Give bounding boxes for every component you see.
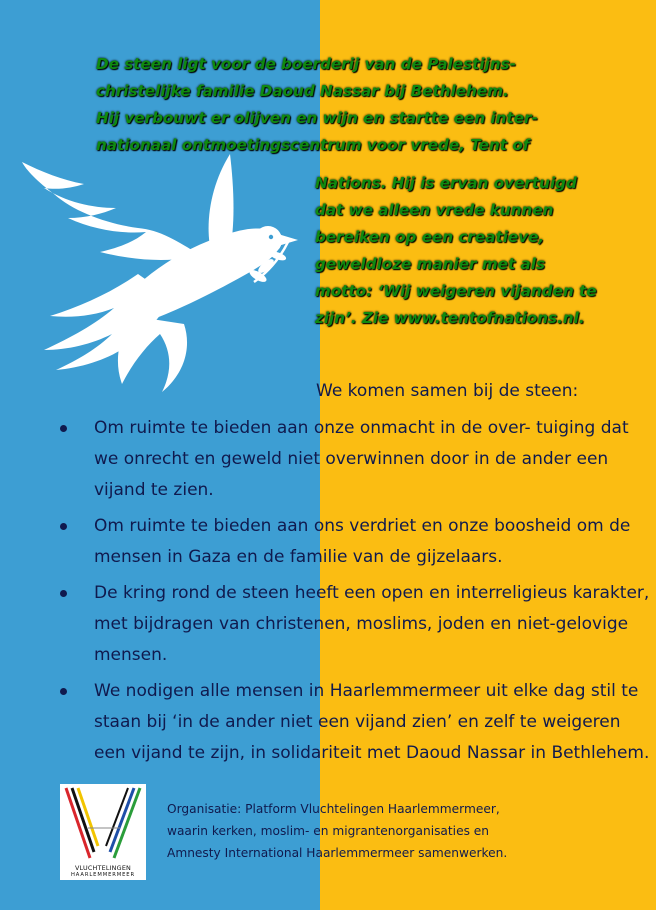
intro-line: nationaal ontmoetingscentrum voor vrede, Tent of xyxy=(96,136,530,154)
logo-title: VLUCHTELINGEN xyxy=(74,864,132,872)
intro-line: De steen ligt voor de boerderij van de Palestijns- xyxy=(96,55,516,73)
bullet-text: We nodigen alle mensen in Haarlemmermeer uit elke dag stil te staan bij ‘in de ander niet een vijand zien’ en zelf te weigeren een vijand te zijn, in solidariteit met Daoud Nassar in Bethlehem. xyxy=(94,681,650,763)
logo-mark-icon xyxy=(60,784,146,862)
intro-line: christelijke familie Daoud Nassar bij Bethlehem. xyxy=(96,82,509,100)
organisation-line: Amnesty International Haarlemmermeer samenwerken. xyxy=(167,846,508,860)
logo xyxy=(60,784,146,880)
bullet-text: Om ruimte te bieden aan onze onmacht in de over- tuiging dat we onrecht en geweld niet overwinnen door in de ander een vijand te zien. xyxy=(94,418,629,500)
organisation-line: waarin kerken, moslim- en migrantenorganisaties en xyxy=(167,824,490,838)
intro-text-top xyxy=(96,51,538,159)
intro-line: Hij verbouwt er olijven en wijn en startte een inter- xyxy=(96,109,538,127)
bullet-icon xyxy=(60,523,67,530)
bullet-icon xyxy=(60,688,67,695)
bullet-icon xyxy=(60,425,67,432)
list-item xyxy=(94,578,654,671)
section-heading: We komen samen bij de steen: xyxy=(316,381,579,401)
organisation-text xyxy=(167,798,507,864)
bullet-list xyxy=(94,413,654,774)
bullet-text: Om ruimte te bieden aan ons verdriet en onze boosheid om de mensen in Gaza en de familie van de gijzelaars. xyxy=(94,516,631,567)
list-item xyxy=(94,676,654,769)
intro-line: zijn’. Zie www.tentofnations.nl. xyxy=(315,309,585,327)
intro-line: Nations. Hij is ervan overtuigd xyxy=(315,174,577,192)
list-item xyxy=(94,511,654,573)
intro-line: dat we alleen vrede kunnen xyxy=(315,201,554,219)
intro-line: bereiken op een creatieve, xyxy=(315,228,545,246)
dove-icon xyxy=(22,148,322,398)
intro-line: geweldloze manier met als xyxy=(315,255,545,273)
logo-subtitle: HAARLEMMERMEER xyxy=(71,872,135,878)
intro-text-bottom xyxy=(315,170,597,332)
intro-line: motto: ‘Wij weigeren vijanden te xyxy=(315,282,597,300)
bullet-icon xyxy=(60,590,67,597)
list-item xyxy=(94,413,654,506)
bullet-text: De kring rond de steen heeft een open en interreligieus karakter, met bijdragen van christenen, moslims, joden en niet-gelovige mensen. xyxy=(94,583,650,665)
organisation-line: Organisatie: Platform Vluchtelingen Haarlemmermeer, xyxy=(167,802,500,816)
